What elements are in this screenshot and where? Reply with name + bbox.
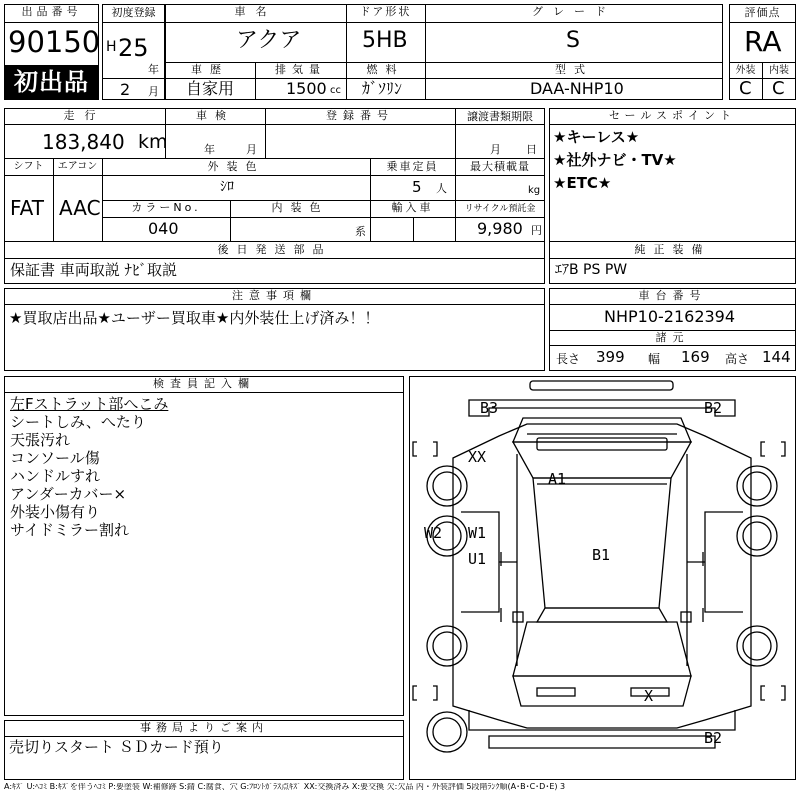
first-reg-year: 25 (118, 34, 149, 62)
recycle: 9,980 (477, 219, 523, 238)
month-unit: 月 (148, 85, 159, 98)
transfer-month-unit: 月 (490, 143, 501, 156)
first-reg-label: 初度登録 (111, 6, 156, 19)
damage-mark: X (644, 687, 654, 705)
lot-number: 90150 (8, 25, 101, 59)
model-label: 型式 (555, 63, 593, 76)
load-label: 最大積載量 (470, 160, 530, 173)
car-name: アクア (236, 28, 302, 53)
damage-mark: U1 (468, 550, 487, 568)
equipment: ｴｱB PS PW (555, 262, 628, 278)
inspector-line: 左Fストラット部へこみ (10, 395, 169, 413)
inspection-label: 車検 (196, 109, 234, 122)
lot-label: 出品番号 (21, 5, 82, 18)
inspection-year-unit: 年 (204, 143, 215, 156)
fuel: ｶﾞｿﾘﾝ (362, 79, 403, 98)
year-unit: 年 (148, 63, 159, 76)
damage-mark: W2 (424, 524, 443, 542)
first-listing-badge: 初出品 (5, 65, 98, 99)
inspector-label: 検査員記入欄 (153, 377, 255, 390)
recycle-unit: 円 (531, 224, 542, 237)
displacement-label: 排気量 (275, 63, 326, 76)
interior-score: C (772, 78, 785, 99)
inspector-lines (10, 395, 400, 539)
model: DAA-NHP10 (530, 79, 624, 98)
sales-point-3: ★ETC★ (553, 174, 612, 192)
damage-mark: A1 (548, 470, 567, 488)
later-parts-label: 後日発送部品 (217, 243, 332, 256)
height: 144 (762, 348, 791, 366)
capacity-unit: 人 (436, 182, 447, 195)
inspection-month-unit: 月 (246, 143, 257, 156)
history: 自家用 (186, 79, 235, 98)
width-label: 幅 (648, 352, 661, 366)
door-label: ドア形状 (359, 5, 412, 18)
shift-label: シフト (13, 161, 44, 172)
legend: A:ｷｽﾞ U:ﾍｺﾐ B:ｷｽﾞを伴うﾍｺﾐ P:要塗装 W:補修跡 S:錆 C:腐食、穴 G:ﾌﾛﾝﾄｶﾞﾗｽ点ｷｽﾞ XX:交換済み X:要交換 欠:欠品 内・外装評価 5段階ﾗﾝｸ順(A･B･C･D･E) 3 (4, 783, 566, 791)
height-label: 高さ (725, 352, 750, 366)
ac-label: エアコン (57, 161, 98, 172)
exterior-score: C (739, 78, 752, 99)
grade: S (566, 28, 580, 53)
damage-mark: B2 (704, 399, 723, 417)
history-label: 車歴 (191, 63, 229, 76)
plate-label: 登録番号 (326, 109, 394, 122)
office-label: 事務局よりご案内 (140, 721, 268, 734)
car-name-label: 車名 (234, 5, 277, 18)
color-no-label: カラーNo. (131, 201, 201, 214)
damage-mark: XX (468, 448, 487, 466)
sales-point-2: ★社外ナビ・TV★ (553, 151, 677, 169)
import-label: 輸入車 (391, 201, 434, 214)
recycle-label: リサイクル預託金 (464, 204, 536, 214)
office-text: 売切りスタート ＳＤカード預り (9, 738, 224, 756)
notes-text: ★買取店出品★ユーザー買取車★内外装仕上げ済み！！ (9, 309, 380, 327)
score: RA (744, 25, 782, 58)
door-type: 5HB (362, 28, 408, 53)
era: H (106, 39, 117, 55)
int-color-unit: 系 (355, 225, 366, 238)
load-unit: kg (528, 185, 541, 196)
inspector-line: シートしみ、へたり (10, 413, 146, 431)
width: 169 (681, 348, 710, 366)
int-color-label: 内装色 (271, 201, 329, 214)
inspector-line: サイドミラー割れ (10, 521, 129, 539)
inspector-line: ハンドルすれ (10, 467, 101, 485)
score-label: 評価点 (744, 6, 781, 19)
dims-label: 諸元 (655, 331, 690, 344)
chassis-number: NHP10-2162394 (604, 307, 736, 326)
interior-label: 内装 (769, 65, 789, 76)
mileage-label: 走行 (63, 109, 106, 122)
car-diagram (409, 376, 796, 780)
damage-mark: W1 (468, 524, 487, 542)
color: ｼﾛ (220, 179, 234, 195)
mileage-unit: km (138, 131, 168, 153)
inspector-line: 天張汚れ (10, 431, 71, 449)
sales-points-label: セールスポイント (608, 109, 736, 122)
later-parts: 保証書 車両取説 ﾅﾋﾞ取説 (10, 261, 178, 279)
sales-point-1: ★キーレス★ (553, 128, 640, 146)
chassis-label: 車台番号 (638, 289, 707, 302)
length-label: 長さ (556, 352, 581, 366)
capacity: 5 (412, 178, 422, 196)
length: 399 (596, 348, 625, 366)
inspector-line: 外装小傷有り (10, 503, 101, 521)
exterior-label: 外装 (735, 65, 756, 76)
notes-label: 注意事項欄 (232, 289, 317, 302)
equipment-label: 純正装備 (634, 243, 711, 256)
transfer-day-unit: 日 (526, 143, 537, 156)
displacement: 1500 (286, 79, 327, 98)
color-no: 040 (148, 219, 179, 238)
ac: AAC (59, 196, 101, 220)
first-reg-month: 2 (120, 80, 131, 99)
damage-mark: B1 (592, 546, 611, 564)
damage-mark: B3 (480, 399, 499, 417)
inspector-line: コンソール傷 (10, 449, 100, 467)
color-label: 外装色 (207, 160, 265, 173)
shift: FAT (10, 196, 45, 220)
grade-label: グレード (532, 5, 616, 18)
displacement-unit: cc (330, 85, 341, 96)
damage-mark: B2 (704, 729, 723, 747)
transfer-label: 譲渡書類期限 (467, 110, 533, 123)
capacity-label: 乗車定員 (386, 160, 439, 173)
mileage: 183,840 (42, 130, 125, 154)
inspector-line: アンダーカバー× (10, 485, 127, 503)
fuel-label: 燃料 (366, 63, 405, 76)
